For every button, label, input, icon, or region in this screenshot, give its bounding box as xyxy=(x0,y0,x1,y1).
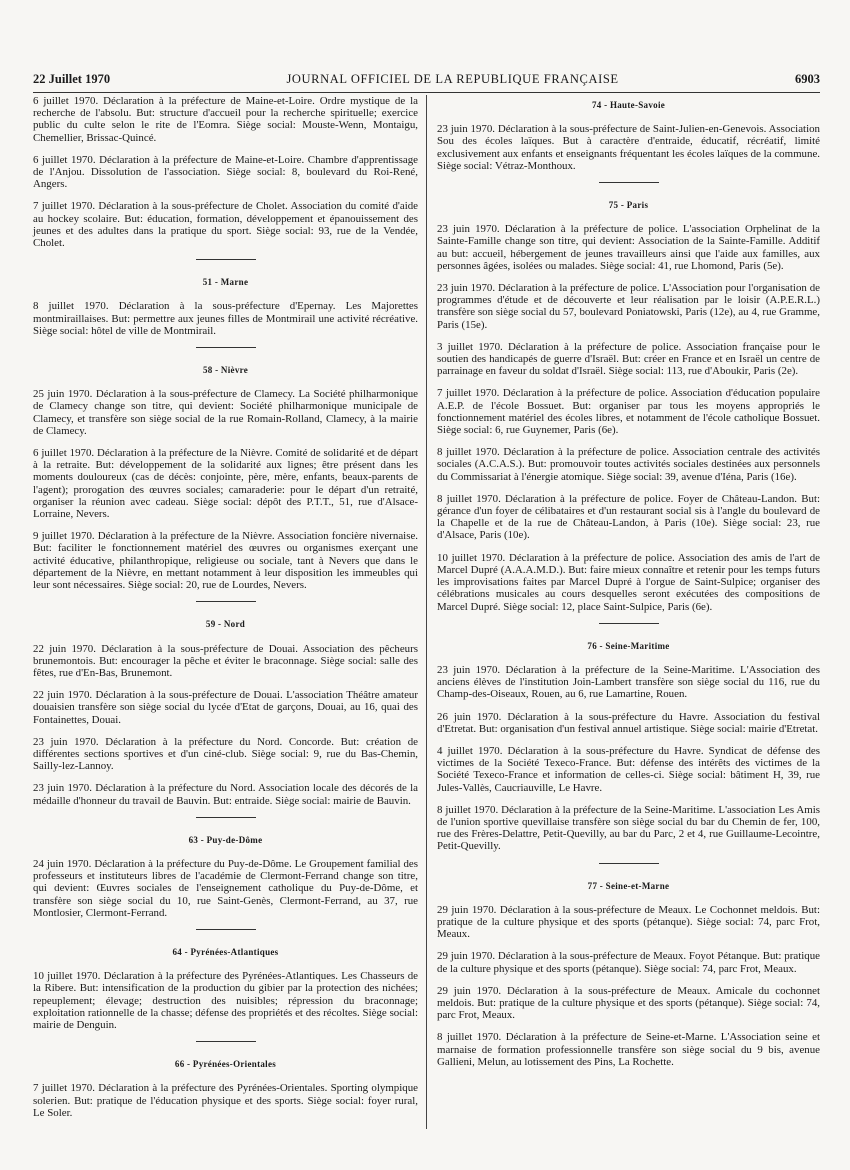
association-entry xyxy=(437,711,820,735)
section-separator xyxy=(196,259,256,260)
association-entry xyxy=(437,123,820,172)
header-date: 22 Juillet 1970 xyxy=(33,72,111,86)
left-column xyxy=(33,95,426,1129)
section-separator xyxy=(196,1041,256,1042)
entries-group xyxy=(33,970,418,1031)
entry-text: 22 juin 1970. Déclaration à la sous-préfecture de Douai. Association des pêcheurs brunemontois. But: encourager la pêche et éviter le braconnage. Siège social: salle des fêtes, rue d'En-Bas, Brunemont. xyxy=(33,642,418,679)
entry-text: 23 juin 1970. Déclaration à la préfecture de police. L'association Orphelinat de la Sainte-Famille change son titre, qui devient: Association de la Sainte-Famille. Additif au but: accueil, hébergement de jeunes travailleurs ainsi que l'aide aux familles, aux personnes âgées, isolées ou malades. Siège social: 41, rue Lhomond, Paris (5e). xyxy=(437,223,820,272)
entry-text: 8 juillet 1970. Déclaration à la préfecture de la Seine-Maritime. L'association Les Amis de l'union sportive quevillaise transfère son siège social du bar du Chemin de fer, 100, rue des Frères-Delattre, Petit-Quevilly, au bar du Parc, 2 et 4, rue Guillaume-Lecointre, Petit-Quevilly. xyxy=(437,803,820,853)
header-title: JOURNAL OFFICIEL DE LA REPUBLIQUE FRANÇAISE xyxy=(286,72,619,86)
association-entry xyxy=(33,970,418,1031)
entry-text: 7 juillet 1970. Déclaration à la préfecture de police. Association d'éducation populaire A.E.P. de l'école Bossuet. But: organiser par tous les moyens appropriés le fonctionnement matériel des écoles libres, et notamment de l'école catholique Bossuet. Siège social: 6, rue Guynemer, Paris (6e). xyxy=(437,387,820,437)
association-entry xyxy=(33,200,418,249)
entry-text: 10 juillet 1970. Déclaration à la préfecture de police. Association des amis de l'art de Marcel Dupré (A.A.A.M.D.). But: faire mieux connaître et retenir pour les temps futurs les improvisations faites par Marcel Dupré à l'orgue de Saint-Sulpice; organiser des célébrations musicales au cours desquelles seront exécutées des compositions de Marcel Dupré. Siège social: 12, place Saint-Sulpice, Paris (6e). xyxy=(437,551,820,613)
entry-text: 6 juillet 1970. Déclaration à la préfecture de la Nièvre. Comité de solidarité et de départ à la retraite. But: développement de la solidarité aux lignes; être présent dans les moments douloureux (cas de décès: conjointe, père, mère, enfants, beaux-parents de l'agent); prorogation des œuvres sociales; camaraderie: pour le départ d'un retraité, organiser la réunion avec cadeau. Siège social: dépôt des P.T.T., 51, rue d'Alsace-Lorraine, Nevers. xyxy=(33,447,418,521)
association-entry xyxy=(33,858,418,919)
right-column xyxy=(426,95,820,1129)
association-entry xyxy=(437,223,820,272)
entry-text: 7 juillet 1970. Déclaration à la préfecture des Pyrénées-Orientales. Sporting olympique solerien. But: pratique de l'éducation physique et des sports. Siège social: foyer rural, Le Soler. xyxy=(33,1082,418,1119)
entry-text: 23 juin 1970. Déclaration à la préfecture de police. L'Association pour l'organisation de programmes d'étude et de découverte et leur réalisation par le loisir (A.P.E.R.L.) transfère son siège social du 57, boulevard Poniatowski, Paris (12e), au 4, rue Gramme, Paris (15e). xyxy=(437,282,820,331)
two-columns xyxy=(33,95,820,1129)
entry-text: 8 juillet 1970. Déclaration à la préfecture de police. Association centrale des activités sociales (A.C.A.S.). But: promouvoir toutes activités sociales destinées aux personnels du Commissariat à l'énergie atomique. Siège social: 39, avenue d'Iéna, Paris (16e). xyxy=(437,446,820,483)
entry-text: 23 juin 1970. Déclaration à la préfecture du Nord. Association locale des décorés de la médaille d'honneur du travail de Bauvin. But: entraide. Siège social: mairie de Bauvin. xyxy=(33,782,418,807)
association-entry xyxy=(437,282,820,331)
association-entry xyxy=(33,782,418,806)
department-heading: 59 - Nord xyxy=(205,619,246,630)
association-entry xyxy=(33,643,418,680)
department-heading: 58 - Nièvre xyxy=(202,365,249,376)
association-entry xyxy=(33,689,418,726)
section-separator xyxy=(196,601,256,602)
department-heading: 75 - Paris xyxy=(608,200,649,211)
entry-text: 10 juillet 1970. Déclaration à la préfecture des Pyrénées-Atlantiques. Les Chasseurs de la Ribere. But: intensification de la production du gibier par la protection des nichées; repeuplement; élevage; destruction des nuisibles; répression du braconnage; exploitation rationnelle de la chasse; défense des propriétés et des récoltes. Siège social: mairie de Denguin. xyxy=(33,970,418,1031)
association-entry xyxy=(33,154,418,191)
association-entry xyxy=(437,552,820,613)
entry-text: 3 juillet 1970. Déclaration à la préfecture de police. Association française pour le soutien des handicapés de guerre d'Israël. But: créer en France et en Israël un centre de parrainage en faveur du soldat d'Israël. Siège social: 113, rue d'Aboukir, Paris (2e). xyxy=(437,340,820,378)
department-heading: 76 - Seine-Maritime xyxy=(587,640,670,651)
entries-group xyxy=(33,300,418,337)
association-entry xyxy=(437,745,820,794)
entry-text: 8 juillet 1970. Déclaration à la préfecture de Seine-et-Marne. L'Association seine et marnaise de formation professionnelle transfère son siège social du 9 bis, avenue Gallieni, Melun, au lotissement des Pins, La Rochette. xyxy=(437,1031,820,1068)
section-separator xyxy=(599,863,659,864)
entry-text: 29 juin 1970. Déclaration à la sous-préfecture de Meaux. Foyot Pétanque. But: pratique de la culture physique et des sports (pétanque). Siège social: 74, parc Frot, Meaux. xyxy=(437,950,820,975)
section-separator xyxy=(196,347,256,348)
entry-text: 23 juin 1970. Déclaration à la préfecture de la Seine-Maritime. L'Association des anciens élèves de l'institution Join-Lambert transfère son siège social du 116, rue du Champ-des-Oiseaux, Rouen, au 6, rue Lamartine, Rouen. xyxy=(437,663,820,701)
entry-text: 29 juin 1970. Déclaration à la sous-préfecture de Meaux. Amicale du cochonnet meldois. But: pratique de la culture physique et des sports (pétanque). Siège social: 74, parc Frot, Meaux. xyxy=(437,984,820,1022)
entry-text: 8 juillet 1970. Déclaration à la préfecture de police. Foyer de Château-Landon. But: gérance d'un foyer de célibataires et d'un restaurant social sis à l'angle du boulevard de la Chapelle et de la rue de Château-Landon, à Paris (10e). Siège social: 23, rue d'Alsace, Paris (10e). xyxy=(437,492,820,542)
entries-group xyxy=(437,123,820,172)
page-header xyxy=(33,72,820,93)
association-entry xyxy=(437,493,820,542)
entry-text: 25 juin 1970. Déclaration à la sous-préfecture de Clamecy. La Société philharmonique de Clamecy change son titre, qui devient: Société philharmonique municipale de Clamecy, et transfère son siège social de la rue Romain-Rolland, Clamecy, à la mairie de Clamecy. xyxy=(33,388,418,437)
section-separator xyxy=(196,817,256,818)
section-separator xyxy=(599,623,659,624)
department-heading: 63 - Puy-de-Dôme xyxy=(188,834,263,845)
entry-text: 7 juillet 1970. Déclaration à la sous-préfecture de Cholet. Association du comité d'aide au hockey scolaire. But: éducation, formation, développement et épanouissement des jeunes et des adultes dans la pratique du sport. Siège social: 93, rue de la Vendée, Cholet. xyxy=(33,200,418,250)
association-entry xyxy=(33,388,418,437)
entry-text: 23 juin 1970. Déclaration à la préfecture du Nord. Concorde. But: création de différentes sections sportives et d'un ciné-club. Siège social: 9, rue du Bas-Chemin, Sailly-lez-Lannoy. xyxy=(33,735,418,773)
association-entry xyxy=(33,447,418,520)
entry-text: 22 juin 1970. Déclaration à la sous-préfecture de Douai. L'association Théâtre amateur douaisien transfère son siège social du lycée d'Etat de garçons, Douai, au 16, quai des Fontainettes, Douai. xyxy=(33,689,418,726)
entry-text: 4 juillet 1970. Déclaration à la sous-préfecture du Havre. Syndicat de défense des victimes de la Société Texeco-France. But: défense des intérêts des victimes de la Société Texeco-France et information de celles-ci. Siège social: bâtiment H, 39, rue Jules-Vallès, Caucriauville, Le Havre. xyxy=(437,744,820,794)
entry-text: 6 juillet 1970. Déclaration à la préfecture de Maine-et-Loire. Ordre mystique de la recherche de l'absolu. But: structure d'accueil pour la recherche spirituelle; exercice public du culte selon le rite de l'Eomra. Siège social: Mouste-Wenn, Montaigu, Chemellier, Brissac-Quincé. xyxy=(33,95,418,144)
department-heading: 51 - Marne xyxy=(202,277,249,288)
section-separator xyxy=(599,182,659,183)
section-separator xyxy=(196,929,256,930)
entries-group xyxy=(33,388,418,591)
association-entry xyxy=(437,387,820,436)
association-entry xyxy=(437,664,820,701)
association-entry xyxy=(33,530,418,591)
entry-text: 23 juin 1970. Déclaration à la sous-préfecture de Saint-Julien-en-Genevois. Association Sou des écoles laïques. But à caractère d'entraide, éducatif, récréatif, limité exclusivement aux enfants et enseignants fréquentant les écoles laïques de la commune. Siège social: Vétraz-Monthoux. xyxy=(437,123,820,172)
association-entry xyxy=(33,1082,418,1119)
entry-text: 6 juillet 1970. Déclaration à la préfecture de Maine-et-Loire. Chambre d'apprentissage de l'Anjou. Dissolution de l'association. Siège social: 8, boulevard du Roi-René, Angers. xyxy=(33,153,418,191)
association-entry xyxy=(33,300,418,337)
entry-text: 29 juin 1970. Déclaration à la sous-préfecture de Meaux. Le Cochonnet meldois. But: pratique de la culture physique et des sports (pétanque). Siège social: 74, parc Frot, Meaux. xyxy=(437,903,820,941)
department-heading: 64 - Pyrénées-Atlantiques xyxy=(172,946,279,957)
association-entry xyxy=(33,736,418,773)
entries-group xyxy=(437,223,820,612)
department-heading: 74 - Haute-Savoie xyxy=(591,100,666,110)
association-entry xyxy=(437,904,820,941)
association-entry xyxy=(437,446,820,483)
association-entry xyxy=(437,950,820,974)
association-entry xyxy=(437,341,820,378)
entry-text: 8 juillet 1970. Déclaration à la sous-préfecture d'Epernay. Les Majorettes montmiraillaises. But: permettre aux jeunes filles de Montmirail une activité récréative. Siège social: hôtel de ville de Montmirail. xyxy=(33,300,418,337)
header-page-number: 6903 xyxy=(795,72,820,86)
association-entry xyxy=(33,95,418,144)
association-entry xyxy=(437,1031,820,1068)
entry-text: 9 juillet 1970. Déclaration à la préfecture de la Nièvre. Association foncière nivernaise. But: faciliter le fonctionnement matériel des œuvres ou organismes exerçant une activité éducative, philanthropique, religieuse ou sociale, tant à Nevers que dans le département de la Nièvre, en mettant notamment à leur disposition les immeubles qui leur sont nécessaires. Siège social: 20, rue de Lourdes, Nevers. xyxy=(33,530,418,592)
department-heading: 66 - Pyrénées-Orientales xyxy=(174,1059,277,1070)
entries-group xyxy=(33,1082,418,1119)
association-entry xyxy=(437,804,820,853)
entries-group xyxy=(33,643,418,807)
association-entry xyxy=(437,985,820,1022)
entry-text: 26 juin 1970. Déclaration à la sous-préfecture du Havre. Association du festival d'Etretat. But: organisation d'un festival annuel artistique. Siège social: mairie d'Etretat. xyxy=(437,710,820,735)
entries-group xyxy=(437,664,820,853)
entry-text: 24 juin 1970. Déclaration à la préfecture du Puy-de-Dôme. Le Groupement familial des professeurs et instituteurs libres de l'académie de Clermont-Ferrand change son titre, qui devient: Œuvres sociales de l'enseignement catholique du Puy-de-Dôme, et transfère son siège social du 10, rue Saint-Genès, Clermont-Ferrand, au 37, rue Montlosier, Clermont-Ferrand. xyxy=(33,857,418,919)
entries-group xyxy=(33,95,418,249)
department-heading: 77 - Seine-et-Marne xyxy=(587,880,670,891)
entries-group xyxy=(33,858,418,919)
entries-group xyxy=(437,904,820,1068)
